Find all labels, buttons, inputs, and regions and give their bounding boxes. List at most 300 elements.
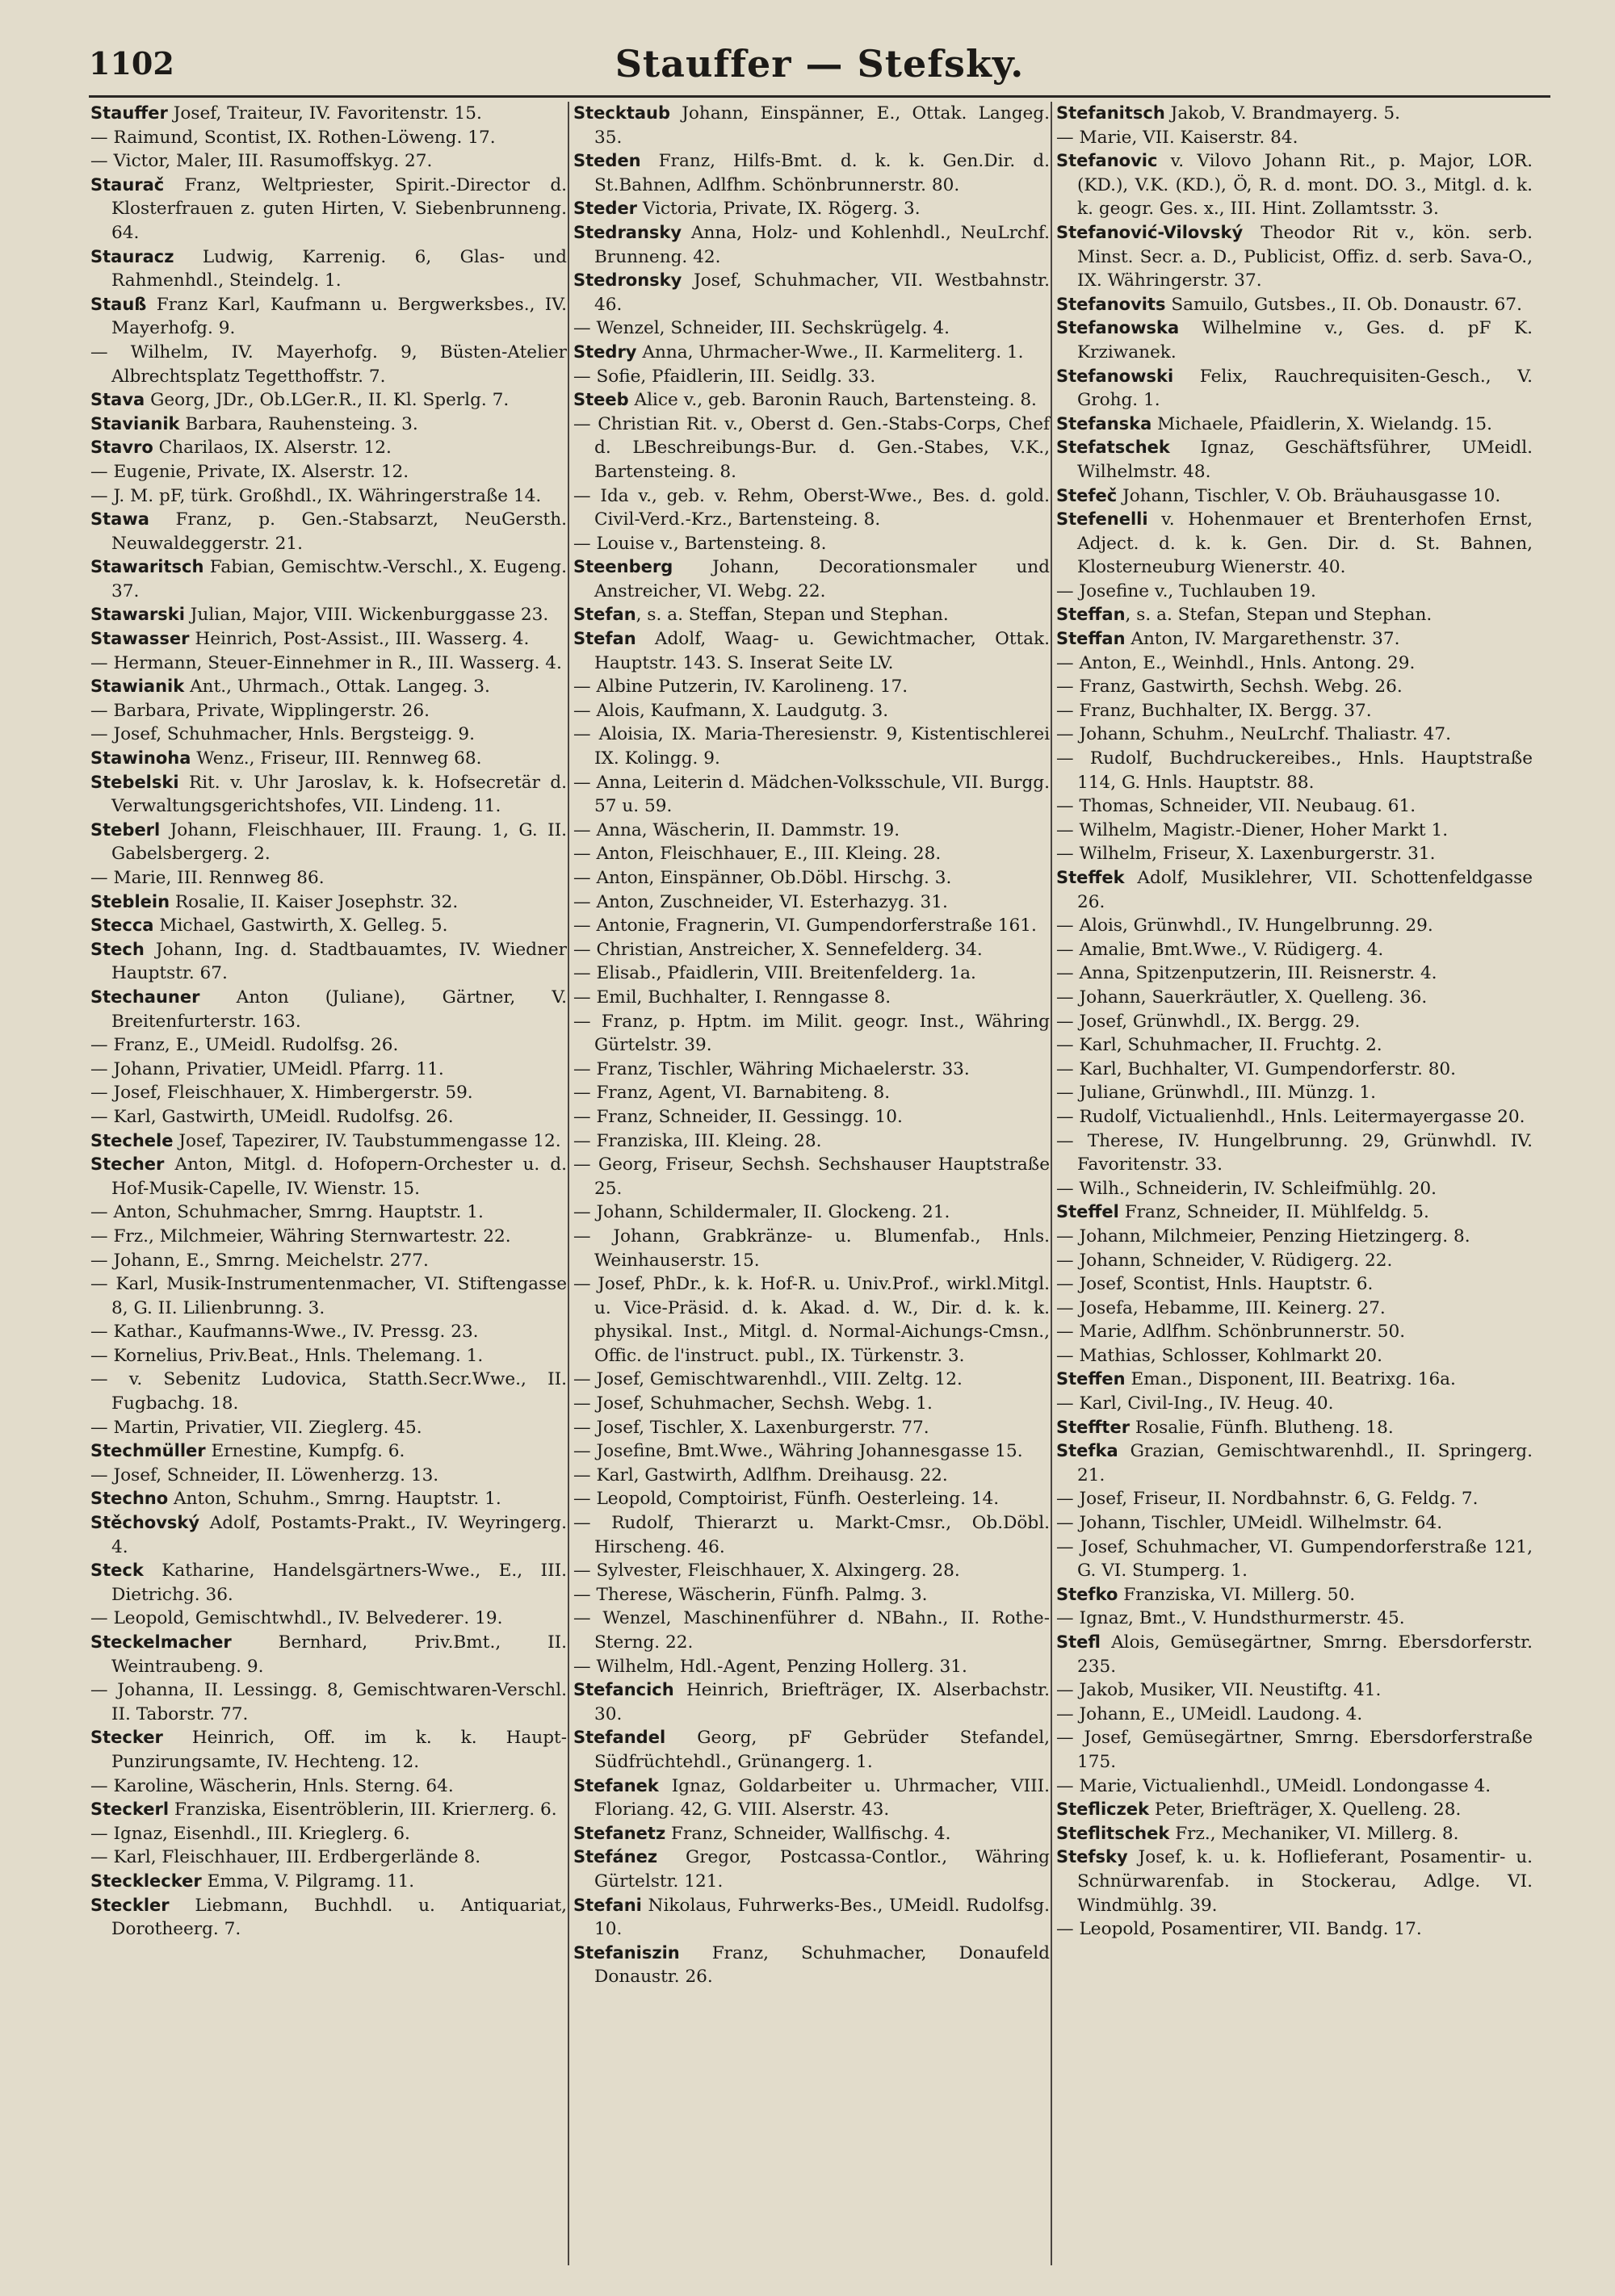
directory-entry [90,1129,567,1154]
entry-surname: Stefanska [1056,413,1152,434]
column-divider [1051,102,1052,2265]
directory-entry [1056,365,1533,413]
entry-details: — Rudolf, Victualienhdl., Hnls. Leitermayergasse 20. [1056,1106,1525,1127]
entry-details: — Wilh., Schneiderin, IV. Schleifmühlg. 20. [1056,1178,1437,1199]
directory-entry [573,102,1050,149]
page-header [89,40,1550,89]
directory-entry [1056,675,1533,699]
entry-details: — Kornelius, Priv.Beat., Hnls. Thelemang. 1. [90,1345,484,1366]
entry-details: Fabian, Gemischtw.-Verschl., X. Eugeng. 37. [111,557,567,601]
directory-entry [1056,723,1533,747]
directory-entry [90,1774,567,1799]
directory-entry [573,603,1050,627]
entry-details: — Franz, Tischler, Währing Michaelerstr. 33. [573,1058,970,1079]
entry-surname: Stefanetz [573,1823,666,1843]
entry-details: — Karl, Gastwirth, UMeidl. Rudolfsg. 26. [90,1106,454,1127]
directory-entry [90,1153,567,1200]
entry-details: — Josef, Schneider, II. Löwenherzg. 13. [90,1464,439,1485]
entry-details: Anna, Uhrmacher-Wwe., II. Karmeliterg. 1. [636,341,1024,362]
directory-entry [1056,484,1533,509]
entry-details: Liebmann, Buchhdl. u. Antiquariat, Dorotheerg. 7. [111,1895,567,1940]
entry-details: — Victor, Maler, III. Rasumoffskyg. 27. [90,151,433,172]
directory-entry [1056,1607,1533,1631]
entry-details: — Josef, Grünwhdl., IX. Bergg. 29. [1056,1011,1361,1032]
entry-details: — Kathar., Kaufmanns-Wwe., IV. Pressg. 23. [90,1322,479,1343]
entry-details: Bernhard, Priv.Bmt., II. Weintraubeng. 9. [111,1632,567,1677]
entry-details: — Juliane, Grünwhdl., III. Münzg. 1. [1056,1083,1376,1104]
entry-surname: Stecher [90,1154,165,1175]
directory-entry [90,1846,567,1870]
directory-entry [90,1033,567,1058]
directory-entry [90,1081,567,1105]
entry-details: Anton (Juliane), Gärtner, V. Breitenfurterstr. 163. [111,987,567,1032]
entry-details: — Ignaz, Eisenhdl., III. Krieglerg. 6. [90,1823,410,1844]
directory-entry [90,341,567,388]
entry-details: Adolf, Musiklehrer, VII. Schottenfeldgasse 26. [1077,868,1533,912]
entry-details: — Alois, Kaufmann, X. Laudgutg. 3. [573,700,889,721]
directory-entry [1056,102,1533,126]
entry-surname: Steffan [1056,605,1126,625]
entry-details: — Elisab., Pfaidlerin, VIII. Breitenfelderg. 1a. [573,963,976,984]
directory-entry [573,1010,1050,1058]
directory-entry [573,484,1050,532]
entry-surname: Stawa [90,509,149,530]
directory-entry [1056,1678,1533,1703]
entry-details: — Christian, Anstreicher, X. Sennefelderg. 34. [573,939,983,960]
entry-surname: Stavianik [90,413,180,434]
directory-entry [1056,938,1533,962]
directory-entry [573,221,1050,269]
entry-details: Franz, Schuhmacher, Donaufeld Donaustr. 26. [594,1942,1050,1988]
entry-details: Josef, k. u. k. Hoflieferant, Posamentir- u. Schnürwarenfab. in Stockerau, Adlge. VI. Windmühlg. 39. [1077,1847,1533,1916]
entry-surname: Steder [573,199,638,219]
entry-details: Georg, JDr., Ob.LGer.R., II. Kl. Sperlg. 7. [145,390,510,411]
directory-entry [1056,221,1533,293]
directory-entry [90,603,567,627]
directory-entry [90,555,567,603]
entry-surname: Stefanovits [1056,294,1166,314]
directory-entry [1056,316,1533,364]
entry-details: — Karl, Musik-Instrumentenmacher, VI. Stiftengasse 8, G. II. Lilienbrunng. 3. [90,1274,567,1318]
entry-surname: Steckelmacher [90,1632,232,1652]
entry-surname: Stefeč [1056,485,1118,505]
directory-entry [573,197,1050,221]
entry-details: — Leopold, Posamentirer, VII. Bandg. 17. [1056,1919,1422,1940]
entry-details: — Marie, Victualienhdl., UMeidl. Londongasse 4. [1056,1775,1491,1796]
directory-entry [573,341,1050,365]
directory-entry [90,436,567,460]
directory-entry [1056,1583,1533,1607]
entry-details: Julian, Major, VIII. Wickenburggasse 23. [184,605,549,626]
entry-details: — Karl, Schuhmacher, II. Fruchtg. 2. [1056,1035,1382,1056]
entry-details: — Albine Putzerin, IV. Karolineng. 17. [573,677,908,698]
directory-entry [90,1559,567,1607]
entry-details: — Wenzel, Schneider, III. Sechskrügelg. 4. [573,318,950,339]
entry-surname: Steffen [1056,1369,1126,1389]
directory-entry [90,484,567,509]
directory-entry [1056,1225,1533,1249]
entry-details: Grazian, Gemischtwarenhdl., II. Springerg. 21. [1077,1441,1533,1485]
entry-details: — Josef, PhDr., k. k. Hof-R. u. Univ.Prof., wirkl.Mitgl. u. Vice-Präsid. d. k. Akad. d. W., Dir. d. k. k. physikal. Inst., Mitgl. d. Normal-Aichungs-Cmsn., Offic. de l'instruct. publ., IX. Türkenstr. 3. [573,1274,1050,1366]
directory-entry [573,771,1050,819]
entry-surname: Stauffer [90,103,168,123]
directory-entry [1056,1368,1533,1392]
entry-details: Franz, Schneider, Wallfischg. 4. [665,1823,951,1844]
entry-details: v. Vilovo Johann Rit., p. Major, LOR. (KD.), V.K. (KD.), Ö, R. d. mont. DO. 3., Mitgl. d. k. k. geogr. Ges. x., III. Hint. Zollamtsstr. 3. [1077,151,1533,220]
entry-details: — Ida v., geb. v. Rehm, Oberst-Wwe., Bes. d. gold. Civil-Verd.-Krz., Bartensteing. 8. [573,485,1050,530]
entry-details: — Christian Rit. v., Oberst d. Gen.-Stabs-Corps, Chef d. LBeschreibungs-Bur. d. Gen.-Stabes, V.K., Bartensteing. 8. [573,413,1050,482]
directory-entry [90,1487,567,1511]
entry-details: Franz, Hilfs-Bmt. d. k. k. Gen.Dir. d. St.Bahnen, Adlfhm. Schönbrunnerstr. 80. [594,151,1050,195]
directory-entry [90,1368,567,1415]
directory-entry [90,1798,567,1822]
entry-details: Jakob, V. Brandmayerg. 5. [1164,103,1400,124]
directory-entry [90,1272,567,1320]
entry-surname: Stechno [90,1489,169,1509]
entry-details: Rit. v. Uhr Jaroslav, k. k. Hofsecretär d. Verwaltungsgerichtshofes, VII. Lindeng. 11. [111,772,567,817]
entry-details: — Johann, Grabkränze- u. Blumenfab., Hnls. Weinhauserstr. 15. [573,1226,1050,1271]
directory-entry [1056,1105,1533,1129]
entry-details: — Franz, Agent, VI. Barnabiteng. 8. [573,1083,891,1104]
directory-entry [573,1774,1050,1822]
entry-surname: Stedransky [573,222,682,242]
directory-entry [573,675,1050,699]
directory-entry [573,149,1050,197]
entry-surname: Stawasser [90,629,190,649]
directory-entry [1056,866,1533,914]
entry-details: Georg, pF Gebrüder Stefandel, Südfrüchtehdl., Grünangerg. 1. [594,1728,1050,1772]
directory-entry [1056,627,1533,652]
directory-entry [1056,1249,1533,1273]
entry-details: Johann, Ing. d. Stadtbauamtes, IV. Wiedner Hauptstr. 67. [111,939,567,984]
entry-details: — Josef, Gemüsegärtner, Smrng. Ebersdorferstraße 175. [1056,1728,1533,1772]
entry-surname: Stěchovský [90,1513,200,1533]
directory-entry [90,1439,567,1464]
entry-surname: Steffel [1056,1202,1119,1222]
entry-details: — Karl, Fleischhauer, III. Erdbergerlände 8. [90,1847,481,1868]
entry-details: — Franz, Gastwirth, Sechsh. Webg. 26. [1056,677,1403,698]
entry-details: — Josef, Friseur, II. Nordbahnstr. 6, G. Feldg. 7. [1056,1489,1479,1510]
entry-details: — Sylvester, Fleischhauer, X. Alxingerg. 28. [573,1561,960,1582]
entry-surname: Steflitschek [1056,1823,1170,1843]
directory-entry [1056,1439,1533,1487]
directory-entry [573,1368,1050,1392]
directory-entry [1056,1774,1533,1799]
entry-details: — Alois, Grünwhdl., IV. Hungelbrunng. 29. [1056,915,1433,936]
entry-surname: Steckler [90,1895,170,1915]
directory-entry [90,652,567,676]
directory-entry [1056,413,1533,437]
directory-entry [573,1726,1050,1774]
entry-details: Ignaz, Geschäftsführer, UMeidl. Wilhelmstr. 48. [1077,438,1533,482]
entry-details: — Josef, Schuhmacher, Sechsh. Webg. 1. [573,1393,933,1414]
entry-details: — Sofie, Pfaidlerin, III. Seidlg. 33. [573,366,876,387]
directory-entry [1056,1320,1533,1344]
entry-surname: Stefanovic [1056,151,1158,171]
entry-details: Victoria, Private, IX. Rögerg. 3. [637,199,921,220]
directory-entry [573,1081,1050,1105]
directory-entry [90,627,567,652]
directory-entry [573,1153,1050,1200]
entry-surname: Stecktaub [573,103,671,123]
directory-entry [90,819,567,866]
directory-entry [90,149,567,174]
entry-surname: Stawinoha [90,748,191,769]
entry-surname: Stefka [1056,1441,1118,1461]
entry-details: Theodor Rit v., kön. serb. Minst. Secr. a. D., Publicist, Offiz. d. serb. Sava-O., IX. Währingerstr. 37. [1077,222,1533,291]
entry-surname: Stedronsky [573,270,682,291]
entry-details: — Johann, Schneider, V. Rüdigerg. 22. [1056,1250,1393,1271]
entry-details: Samuilo, Gutsbes., II. Ob. Donaustr. 67. [1165,294,1522,315]
entry-surname: Stefan [573,605,636,625]
directory-entry [90,460,567,484]
entry-details: Johann, Fleischhauer, III. Fraung. 1, G. II. Gabelsbergerg. 2. [111,819,567,865]
directory-entry [573,1058,1050,1082]
directory-entry [573,388,1050,413]
entry-details: Anton, Mitgl. d. Hofopern-Orchester u. d. Hof-Musik-Capelle, IV. Wienstr. 15. [111,1154,567,1199]
entry-details: — Barbara, Private, Wipplingerstr. 26. [90,700,430,721]
entry-surname: Stefanowska [1056,318,1180,338]
entry-surname: Stefanek [573,1775,659,1795]
directory-entry [1056,794,1533,819]
entry-surname: Steblein [90,891,170,911]
column-2 [573,102,1050,1989]
directory-entry [573,1583,1050,1607]
directory-entry [90,1822,567,1846]
directory-entry [573,1559,1050,1583]
entry-details: — Therese, Wäscherin, Fünfh. Palmg. 3. [573,1584,928,1605]
column-3 [1056,102,1533,1942]
entry-surname: Stecca [90,915,154,936]
directory-entry [90,723,567,747]
directory-entry [90,866,567,890]
entry-surname: Steck [90,1561,144,1581]
directory-entry [1056,1846,1533,1917]
entry-surname: Stefanowski [1056,366,1174,386]
directory-entry [90,938,567,986]
directory-entry [90,1631,567,1678]
directory-entry [1056,508,1533,580]
directory-entry [573,1846,1050,1893]
directory-entry [90,245,567,293]
entry-details: Franz Karl, Kaufmann u. Bergwerksbes., IV. Mayerhofg. 9. [111,294,567,339]
entry-details: Frz., Mechaniker, VI. Millerg. 8. [1169,1823,1459,1844]
entry-details: Heinrich, Post-Assist., III. Wasserg. 4. [189,629,530,650]
entry-details: , s. a. Steffan, Stepan und Stephan. [636,605,949,626]
directory-entry [1056,603,1533,627]
directory-entry [1056,1822,1533,1846]
entry-details: — Marie, Adlfhm. Schönbrunnerstr. 50. [1056,1322,1406,1343]
entry-details: — Anton, Einspänner, Ob.Döbl. Hirschg. 3. [573,868,952,888]
entry-details: Johann, Tischler, V. Ob. Bräuhausgasse 10. [1117,485,1501,506]
directory-entry [1056,1058,1533,1082]
entry-surname: Stefaniszin [573,1942,680,1963]
directory-entry [1056,842,1533,866]
directory-entry [1056,1703,1533,1727]
entry-details: Josef, Schuhmacher, VII. Westbahnstr. 46. [594,270,1050,315]
entry-details: — Mathias, Schlosser, Kohlmarkt 20. [1056,1345,1382,1366]
directory-entry [573,986,1050,1010]
directory-entry [573,413,1050,484]
entry-surname: Stefatschek [1056,438,1170,458]
entry-details: — Emil, Buchhalter, I. Renngasse 8. [573,987,891,1008]
entry-details: — Karl, Gastwirth, Adlfhm. Dreihausg. 22. [573,1464,948,1485]
directory-entry [1056,962,1533,986]
entry-details: — Marie, VII. Kaiserstr. 84. [1056,127,1298,148]
entry-details: Ernestine, Kumpfg. 6. [205,1441,405,1462]
entry-surname: Stefanović-Vilovský [1056,222,1244,242]
entry-details: — Therese, IV. Hungelbrunng. 29, Grünwhdl. IV. Favoritenstr. 33. [1056,1130,1533,1175]
directory-entry [90,747,567,771]
entry-details: — Anton, Fleischhauer, E., III. Kleing. 28. [573,844,942,865]
directory-entry [1056,1129,1533,1177]
entry-details: — Georg, Friseur, Sechsh. Sechshauser Hauptstraße 25. [573,1154,1050,1199]
entry-surname: Steeb [573,390,629,410]
directory-entry [573,1392,1050,1416]
entry-details: Emma, V. Pilgramg. 11. [201,1871,415,1892]
entry-details: Michaele, Pfaidlerin, X. Wielandg. 15. [1151,413,1492,434]
directory-entry [573,627,1050,675]
directory-entry [1056,986,1533,1010]
entry-surname: Stefanitsch [1056,103,1165,123]
directory-entry [90,1344,567,1368]
directory-entry [573,365,1050,389]
entry-details: — Johann, Privatier, UMeidl. Pfarrg. 11. [90,1058,444,1079]
entry-details: — Josef, Fleischhauer, X. Himbergerstr. 59. [90,1083,473,1104]
directory-entry [573,962,1050,986]
entry-surname: Stechauner [90,987,200,1007]
entry-surname: Stefsky [1056,1847,1128,1867]
directory-entry [573,1129,1050,1154]
entry-details: — Leopold, Gemischtwhdl., IV. Belvederег. 19. [90,1608,503,1629]
directory-entry [1056,652,1533,676]
directory-entry [90,1249,567,1273]
entry-details: — Eugenie, Private, IX. Alserstr. 12. [90,461,409,482]
entry-details: v. Hohenmauer et Brenterhofen Ernst, Adject. d. k. k. Gen. Dir. d. St. Bahnen, Klosterneuburg Wienerstr. 40. [1077,509,1533,578]
directory-entry [573,532,1050,556]
entry-surname: Stefl [1056,1632,1101,1652]
entry-details: — Johanna, II. Lessingg. 8, Gemischtwaren-Verschl. II. Taborstr. 77. [90,1680,567,1724]
entry-details: — Wilhelm, Friseur, X. Laxenburgerstr. 31. [1056,844,1436,865]
directory-entry [1056,1631,1533,1678]
entry-details: Josef, Tapezirer, IV. Taubstummengasse 12. [173,1130,561,1151]
entry-surname: Staurač [90,174,165,195]
entry-details: — Anton, E., Weinhdl., Hnls. Antong. 29. [1056,652,1416,673]
directory-entry [1056,149,1533,221]
directory-entry [1056,1081,1533,1105]
entry-details: Eman., Disponent, III. Beatrixg. 16a. [1125,1369,1456,1390]
entry-surname: Stawarski [90,605,185,625]
entry-surname: Stefancich [573,1680,674,1700]
entry-surname: Stefan [573,629,636,649]
entry-details: — J. M. pF, türk. Großhdl., IX. Währingerstraße 14. [90,485,542,506]
entry-surname: Stawaritsch [90,557,204,577]
entry-details: — Franziska, III. Kleing. 28. [573,1130,822,1151]
directory-entry [90,986,567,1033]
directory-entry [573,1487,1050,1511]
entry-details: Anton, IV. Margarethenstr. 37. [1125,629,1400,650]
entry-details: — Franz, E., UMeidl. Rudolfsg. 26. [90,1035,399,1056]
directory-entry [1056,1297,1533,1321]
directory-entry [573,1272,1050,1368]
entry-details: Johann, Decorationsmaler und Anstreicher, VI. Webg. 22. [594,557,1050,601]
directory-entry [90,771,567,819]
directory-entry [90,413,567,437]
entry-surname: Stedry [573,341,637,362]
directory-entry [1056,1416,1533,1440]
entry-details: — Rudolf, Buchdruckereibes., Hnls. Hauptstraße 114, G. Hnls. Hauptstr. 88. [1056,748,1533,793]
directory-entry [90,1726,567,1774]
entry-details: — Aloisia, IX. Maria-Theresienstr. 9, Kistentischlerei IX. Kolingg. 9. [573,724,1050,769]
directory-entry [573,1511,1050,1559]
directory-entry [573,269,1050,316]
directory-entry [573,1200,1050,1225]
entry-details: — Martin, Privatier, VII. Zieglerg. 45. [90,1417,422,1438]
directory-entry [90,388,567,413]
entry-details: , s. a. Stefan, Stepan und Stephan. [1125,605,1433,626]
entry-surname: Stavro [90,438,153,458]
entry-details: — Anna, Wäscherin, II. Dammstr. 19. [573,819,900,840]
directory-entry [90,1894,567,1942]
entry-details: Franziska, VI. Millerg. 50. [1118,1584,1356,1605]
column-1 [90,102,567,1942]
entry-details: — Johann, Tischler, UMeidl. Wilhelmstr. 64. [1056,1513,1443,1534]
entry-details: — Johann, E., UMeidl. Laudong. 4. [1056,1703,1363,1724]
page-number: 1102 [89,45,174,82]
entry-details: Wilhelmine v., Ges. d. pF K. Krziwanek. [1077,318,1533,362]
entry-details: — Anton, Schuhmacher, Smrng. Hauptstr. 1. [90,1202,484,1223]
directory-entry [90,1058,567,1082]
entry-surname: Steffek [1056,868,1125,887]
entry-details: — Anton, Zuschneider, VI. Esterhazyg. 31. [573,891,948,912]
directory-entry [1056,819,1533,843]
entry-details: Franz, Schneider, II. Mühlfeldg. 5. [1118,1202,1429,1223]
entry-details: Gregor, Postcassa-Contlor., Währing Gürtelstr. 121. [594,1847,1050,1892]
entry-details: Michael, Gastwirth, X. Gelleg. 5. [153,915,448,936]
entry-details: — Hermann, Steuer-Einnehmer in R., III. Wasserg. 4. [90,652,562,673]
entry-details: — Leopold, Comptoirist, Fünfh. Oesterleing. 14. [573,1489,1000,1510]
directory-entry [1056,126,1533,150]
directory-entry [1056,1487,1533,1511]
directory-entry [573,1607,1050,1654]
directory-entry [90,914,567,938]
directory-entry [573,1678,1050,1726]
entry-details: Nikolaus, Fuhrwerks-Bes., UMeidl. Rudolfsg. 10. [594,1895,1050,1940]
entry-surname: Stauracz [90,246,174,266]
entry-details: Rosalie, II. Kaiser Josephstr. 32. [170,891,459,912]
entry-surname: Stauß [90,294,147,314]
entry-details: — Wilhelm, Magistr.-Diener, Hoher Markt 1. [1056,819,1449,840]
directory-entry [573,1464,1050,1488]
entry-details: Peter, Briefträger, X. Quelleng. 28. [1149,1800,1462,1820]
entry-details: — Johann, Sauerkräutler, X. Quelleng. 36. [1056,987,1428,1008]
directory-entry [90,293,567,341]
directory-entry [90,1607,567,1631]
header-rule [89,95,1550,98]
directory-entry [573,723,1050,770]
directory-entry [90,1225,567,1249]
entry-details: Ignaz, Goldarbeiter u. Uhrmacher, VIII. Floriang. 42, G. VIII. Alserstr. 43. [594,1775,1050,1820]
entry-details: — Johann, E., Smrng. Meichelstr. 277. [90,1250,429,1271]
directory-entry [1056,1726,1533,1774]
entry-details: — Josef, Gemischtwarenhdl., VIII. Zeltg. 12. [573,1369,963,1390]
entry-surname: Stech [90,939,145,959]
entry-details: Franz, p. Gen.-Stabsarzt, NeuGersth. Neuwaldeggerstr. 21. [111,509,567,554]
directory-entry [1056,747,1533,794]
directory-entry [1056,1177,1533,1201]
directory-entry [90,1678,567,1726]
entry-details: Josef, Traiteur, IV. Favoritenstr. 15. [167,103,482,124]
